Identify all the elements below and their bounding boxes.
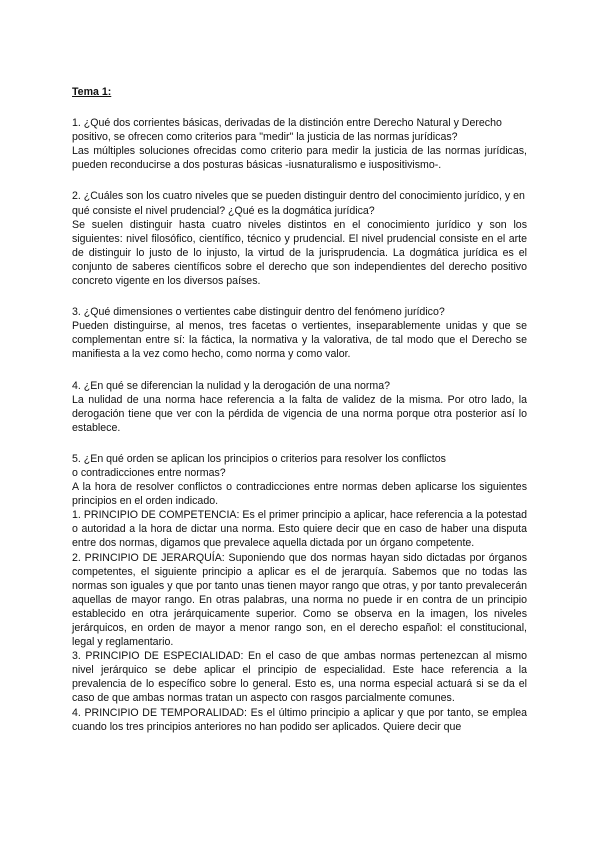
principle-especialidad: 3. PRINCIPIO DE ESPECIALIDAD: En el caso de que ambas normas pertenezcan al mismo nivel jerárquico se debe aplicar el principio de especialidad. Este hace referencia a la prevalencia de lo específico sobre lo general. Esto es, una norma especial actuará si se da el caso de que ambas normas tratan un aspecto con rasgos parcialmente comunes. — [72, 650, 527, 705]
answer-3: Pueden distinguirse, al menos, tres facetas o vertientes, inseparablemente unidas y que se complementan entre sí: la fáctica, la normativa y la valorativa, de tal modo que el Derecho se manifiesta a la vez como hecho, como norma y como valor. — [72, 320, 527, 361]
question-3-section — [72, 305, 527, 361]
answer-4: La nulidad de una norma hace referencia a la falta de validez de la misma. Por otro lado, la derogación tiene que ver con la pérdida de vigencia de una norma porque otra posterior así lo establece. — [72, 393, 527, 434]
question-5-section — [72, 452, 527, 734]
answer-2: Se suelen distinguir hasta cuatro niveles distintos en el conocimiento jurídico y son los siguientes: nivel filosófico, científico, técnico y prudencial. El nivel prudencial consiste en el arte de distinguir lo justo de lo injusto, la virtud de la jurisprudencia. La dogmática jurídica es el conjunto de saberes científicos sobre el derecho que son independientes del derecho positivo concreto vigente en los diversos países. — [72, 218, 527, 288]
answer-1: Las múltiples soluciones ofrecidas como criterio para medir la justicia de las normas jurídicas, pueden reconducirse a dos posturas básicas -iusnaturalismo e iuspositivismo-. — [72, 145, 527, 172]
question-1-section — [72, 116, 527, 172]
question-2: 2. ¿Cuáles son los cuatro niveles que se pueden distinguir dentro del conocimiento jurídico, y en qué consiste el nivel prudencial? ¿Qué es la dogmática jurídica? — [72, 190, 525, 217]
principle-competencia: 1. PRINCIPIO DE COMPETENCIA: Es el primer principio a aplicar, hace referencia a la potestad o autoridad a la hora de dictar una norma. Esto quiere decir que en caso de haber una disputa entre dos normas, digamos que prevalece aquella dictada por un órgano competente. — [72, 509, 527, 550]
principle-temporalidad: 4. PRINCIPIO DE TEMPORALIDAD: Es el último principio a aplicar y que por tanto, se emplea cuando los tres principios anteriores no han podido ser aplicados. Quiere decir que — [72, 706, 527, 733]
question-4: 4. ¿En qué se diferencian la nulidad y la derogación de una norma? — [72, 379, 391, 392]
question-5-line-1: 5. ¿En qué orden se aplican los principios o criterios para resolver los conflictos — [72, 452, 446, 465]
question-3: 3. ¿Qué dimensiones o vertientes cabe distinguir dentro del fenómeno jurídico? — [72, 306, 445, 319]
question-2-section — [72, 189, 527, 288]
question-4-section — [72, 379, 527, 435]
document-page — [72, 85, 527, 751]
principle-jerarquia: 2. PRINCIPIO DE JERARQUÍA: Suponiendo que dos normas hayan sido dictadas por órganos competentes, el siguiente principio a aplicar es el de jerarquía. Sabemos que no todas las normas son iguales y que por tanto unas tienen mayor rango que otras, y por tanto prevalecerán aquellas de mayor rango. En otras palabras, una norma no puede ir en contra de un principio establecido en otra jerárquicamente superior. Como se observa en la imagen, los niveles jerárquicos, en orden de mayor a menor rango son, en el derecho español: el constitucional, legal y reglamentario. — [72, 551, 527, 649]
question-5-line-2: o contradicciones entre normas? — [72, 466, 226, 479]
document-title: Tema 1: — [72, 86, 112, 98]
answer-5-intro: A la hora de resolver conflictos o contradicciones entre normas deben aplicarse los siguientes principios en el orden indicado. — [72, 481, 527, 508]
question-1: 1. ¿Qué dos corrientes básicas, derivadas de la distinción entre Derecho Natural y Derecho positivo, se ofrecen como criterios para "medir" la justicia de las normas jurídicas? — [72, 117, 502, 144]
